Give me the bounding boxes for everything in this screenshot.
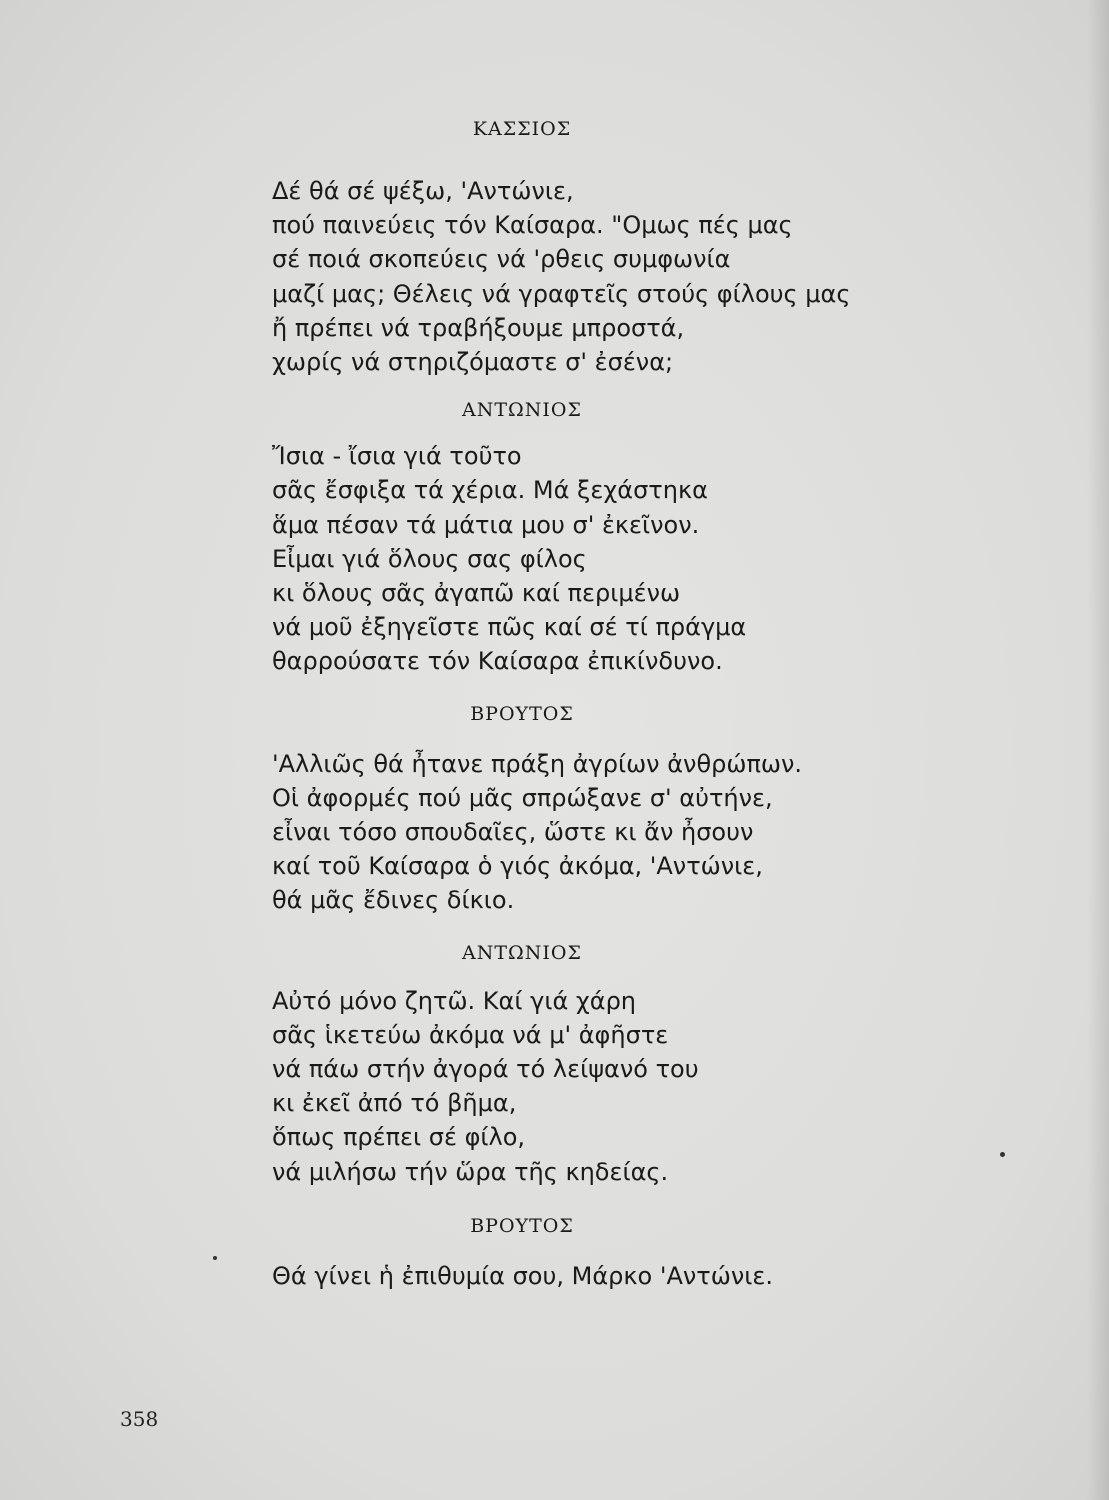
verse-line: Αὐτό μόνο ζητῶ. Καί γιά χάρη xyxy=(272,986,637,1015)
ink-speck xyxy=(213,1256,217,1260)
speaker-heading: ΒΡΟΥΤΟΣ xyxy=(470,702,574,725)
verse-line: πού παινεύεις τόν Καίσαρα. "Ομως πές μας xyxy=(272,211,793,240)
ink-speck xyxy=(1000,1152,1005,1157)
verse-line: νά μοῦ ἐξηγεῖστε πῶς καί σέ τί πράγμα xyxy=(272,613,747,642)
page-number: 358 xyxy=(120,1407,159,1431)
page-gutter-shadow xyxy=(1087,0,1109,1500)
verse-line: Εἶμαι γιά ὅλους σας φίλος xyxy=(272,544,587,573)
verse-block xyxy=(272,984,892,1189)
verse-block xyxy=(272,439,892,678)
verse-line: ἅμα πέσαν τά μάτια μου σ' ἐκεῖνον. xyxy=(272,510,700,539)
speaker-heading: ΑΝΤΩΝΙΟΣ xyxy=(462,399,582,422)
verse-block xyxy=(272,174,892,379)
verse-line: κι ὅλους σᾶς ἀγαπῶ καί περιμένω xyxy=(272,579,681,608)
speaker-heading: ΚΑΣΣΙΟΣ xyxy=(472,118,572,140)
play-dialogue xyxy=(272,118,892,1293)
verse-line: μαζί μας; Θέλεις νά γραφτεῖς στούς φίλους μας xyxy=(272,279,851,308)
verse-line: ὅπως πρέπει σέ φίλο, xyxy=(272,1123,526,1152)
verse-line: κι ἐκεῖ ἀπό τό βῆμα, xyxy=(272,1089,517,1118)
verse-line: 'Αλλιῶς θά ἦτανε πράξη ἀγρίων ἀνθρώπων. xyxy=(272,749,803,778)
verse-line: Οἱ ἀφορμές πού μᾶς σπρώξανε σ' αὐτήνε, xyxy=(272,783,773,812)
speaker-heading: ΒΡΟΥΤΟΣ xyxy=(470,1214,574,1237)
verse-line: Θά γίνει ἡ ἐπιθυμία σου, Μάρκο 'Αντώνιε. xyxy=(272,1261,773,1290)
verse-line: εἶναι τόσο σπουδαῖες, ὥστε κι ἄν ἦσουν xyxy=(272,818,754,847)
verse-line: θαρρούσατε τόν Καίσαρα ἐπικίνδυνο. xyxy=(272,647,723,676)
verse-line: χωρίς νά στηριζόμαστε σ' ἐσένα; xyxy=(272,348,674,377)
verse-line: νά πάω στήν ἀγορά τό λείψανό του xyxy=(272,1055,699,1084)
verse-block xyxy=(272,747,892,918)
verse-line: Δέ θά σέ ψέξω, 'Αντώνιε, xyxy=(272,177,574,205)
verse-block xyxy=(272,1259,892,1293)
verse-line: ἤ πρέπει νά τραβήξουμε μπροστά, xyxy=(272,313,685,342)
verse-line: θά μᾶς ἔδινες δίκιο. xyxy=(272,886,515,915)
verse-line: Ἴσια - ἴσια γιά τοῦτο xyxy=(272,442,522,471)
verse-line: σᾶς ἱκετεύω ἀκόμα νά μ' ἀφῆστε xyxy=(272,1020,669,1049)
speaker-heading: ΑΝΤΩΝΙΟΣ xyxy=(462,941,582,964)
verse-line: καί τοῦ Καίσαρα ὁ γιός ἀκόμα, 'Αντώνιε, xyxy=(272,852,763,881)
verse-line: νά μιλήσω τήν ὥρα τῆς κηδείας. xyxy=(272,1157,669,1186)
verse-line: σέ ποιά σκοπεύεις νά 'ρθεις συμφωνία xyxy=(272,245,731,274)
verse-line: σᾶς ἔσφιξα τά χέρια. Μά ξεχάστηκα xyxy=(272,476,708,505)
